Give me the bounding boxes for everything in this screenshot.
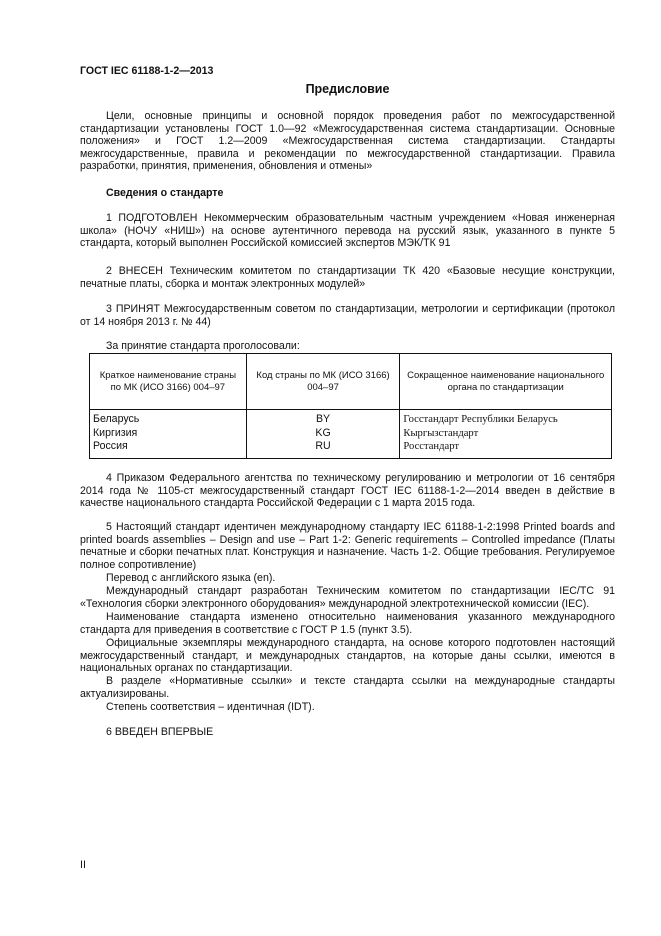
document-page <box>80 0 615 936</box>
section-heading: Сведения о стандарте <box>106 187 224 199</box>
item-6-paragraph <box>80 726 615 739</box>
item-5e-text: В разделе «Нормативные ссылки» и тексте стандарта ссылки на международные стандарты актуализированы. <box>80 675 615 700</box>
item-5a-text: Перевод с английского языка (en). <box>106 572 276 584</box>
voting-table <box>89 353 612 459</box>
item-5c-text: Наименование стандарта изменено относительно наименования указанного международного стандарта для приведения в соответствие с ГОСТ Р 1.5 (пункт 3.5). <box>80 611 615 636</box>
vote-intro-paragraph <box>80 340 615 353</box>
item-3-paragraph <box>80 303 615 328</box>
voting-table-header-row <box>90 354 612 410</box>
item-5c-paragraph <box>80 611 615 636</box>
item-5b-paragraph <box>80 585 615 610</box>
header-country-code: Код страны по МК (ИСО 3166) 004–97 <box>246 354 400 410</box>
country-code: BY <box>246 410 400 427</box>
item-4-paragraph <box>80 472 615 510</box>
item-5d-text: Официальные экземпляры международного стандарта, на основе которого подготовлен настоящий межгосударственный стандарт, и международных стандартов, на которые даны ссылки, имеются в национальных органах по стандартизации. <box>80 637 615 675</box>
header-national-body: Сокращенное наименование национального органа по стандартизации <box>400 354 612 410</box>
item-5-paragraph <box>80 521 615 571</box>
document-id-header: ГОСТ IEC 61188-1-2—2013 <box>80 65 214 77</box>
national-body: Госстандарт Республики Беларусь <box>400 410 612 427</box>
item-5f-paragraph <box>80 701 615 714</box>
country-name: Киргизия <box>90 427 247 441</box>
country-code: KG <box>246 427 400 441</box>
item-2-text: 2 ВНЕСЕН Техническим комитетом по стандартизации ТК 420 «Базовые несущие конструкции, печатные платы, сборка и монтаж электронных модулей» <box>80 265 615 290</box>
intro-text: Цели, основные принципы и основной порядок проведения работ по межгосударственной стандартизации установлены ГОСТ 1.0—92 «Межгосударственная система стандартизации. Основные положения» и ГОСТ 1.2—2009 «Межгосударственная система стандартизации. Стандарты межгосударственные, правила и рекомендации по межгосударственной стандартизации. Правила разработки, принятия, применения, обновления и отмены» <box>80 110 615 173</box>
item-1-paragraph <box>80 212 615 250</box>
intro-paragraph <box>80 110 615 173</box>
national-body: Кыргызстандарт <box>400 427 612 441</box>
national-body: Росстандарт <box>400 440 612 458</box>
item-5d-paragraph <box>80 637 615 675</box>
item-5f-text: Степень соответствия – идентичная (IDT). <box>106 701 315 713</box>
header-country-name: Краткое наименование страны по МК (ИСО 3166) 004–97 <box>90 354 247 410</box>
table-row <box>90 440 612 458</box>
item-4-text: 4 Приказом Федерального агентства по техническому регулированию и метрологии от 16 сентября 2014 года № 1105-ст межгосударственный стандарт ГОСТ IEC 61188-1-2—2014 введен в действие в качестве национального стандарта Российской Федерации с 1 марта 2015 года. <box>80 472 615 510</box>
country-name: Россия <box>90 440 247 458</box>
country-name: Беларусь <box>90 410 247 427</box>
item-5-text: 5 Настоящий стандарт идентичен международному стандарту IEC 61188-1-2:1998 Printed boards and printed boards assemblies – Design and use – Part 1-2: Generic requirements – Controlled impedance (Платы печатные и сборки печатных плат. Конструкция и назначение. Часть 1-2. Общие требования. Регулируемое полное сопротивление) <box>80 521 615 571</box>
page-number: II <box>80 859 86 871</box>
vote-intro-text: За принятие стандарта проголосовали: <box>106 340 300 352</box>
item-2-paragraph <box>80 265 615 290</box>
item-5e-paragraph <box>80 675 615 700</box>
item-3-text: 3 ПРИНЯТ Межгосударственным советом по стандартизации, метрологии и сертификации (протокол от 14 ноября 2013 г. № 44) <box>80 303 615 328</box>
item-1-text: 1 ПОДГОТОВЛЕН Некоммерческим образовательным частным учреждением «Новая инженерная школа» (НОЧУ «НИШ») на основе аутентичного перевода на русский язык, указанного в пункте 5 стандарта, который выполнен Российской комиссией экспертов МЭК/ТК 91 <box>80 212 615 250</box>
item-5b-text: Международный стандарт разработан Техническим комитетом по стандартизации IEC/TC 91 «Технология сборки электронного оборудования» международной электротехнической комиссии (IEC). <box>80 585 615 610</box>
table-row <box>90 427 612 441</box>
table-row <box>90 410 612 427</box>
country-code: RU <box>246 440 400 458</box>
page-title: Предисловие <box>305 82 390 96</box>
item-6-text: 6 ВВЕДЕН ВПЕРВЫЕ <box>106 726 214 738</box>
item-5a-paragraph <box>80 572 615 585</box>
